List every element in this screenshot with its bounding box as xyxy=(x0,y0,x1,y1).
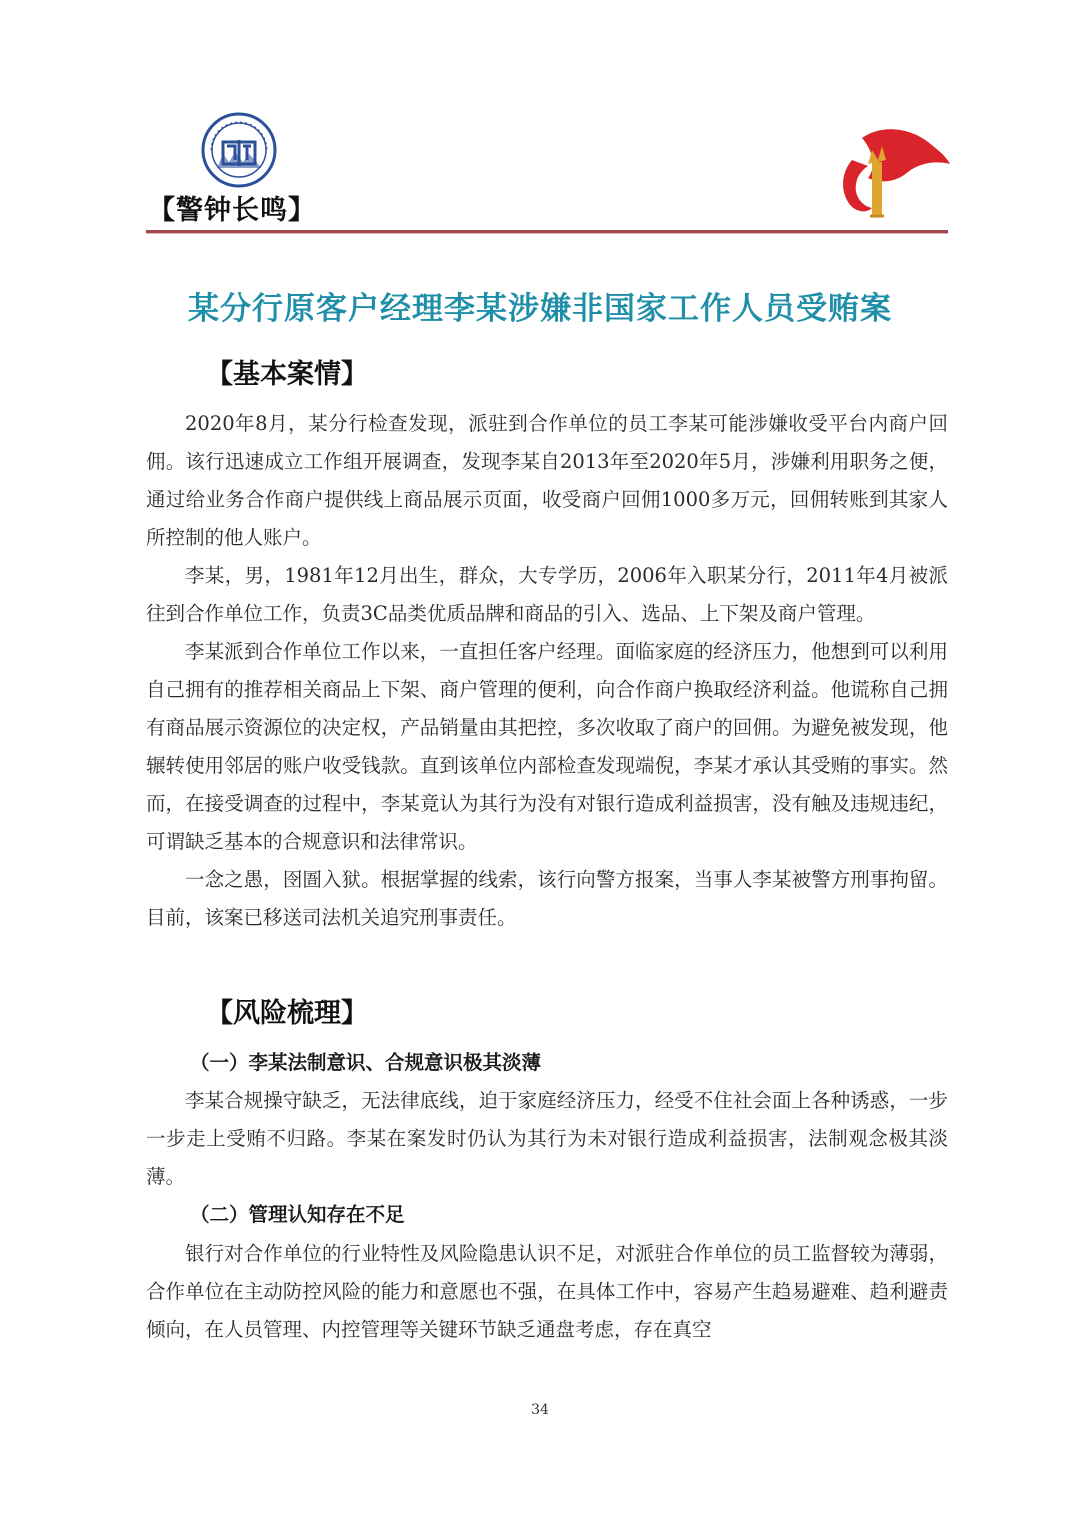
section-heading: 【风险梳理】 xyxy=(206,998,368,1029)
paragraph: 李某派到合作单位工作以来，一直担任客户经理。面临家庭的经济压力，他想到可以利用自己拥有的推荐相关商品上下架、商户管理的便利，向合作商户换取经济利益。他谎称自己拥有商品展示资源位的决定权，产品销量由其把控，多次收取了商户的回佣。为避免被发现，他辗转使用邻居的账户收受钱款。直到该单位内部检查发现端倪，李某才承认其受贿的事实。然而，在接受调查的过程中，李某竟认为其行为没有对银行造成利益损害，没有触及违规违纪，可谓缺乏基本的合规意识和法律常识。 xyxy=(146,640,948,853)
page-title: 某分行原客户经理李某涉嫌非国家工作人员受贿案 xyxy=(188,291,892,327)
risk-body xyxy=(146,1235,948,1349)
party-flag-icon xyxy=(822,120,952,220)
subsection-heading: （二）管理认知存在不足 xyxy=(190,1203,405,1226)
paragraph: 一念之愚，囹圄入狱。根据掌握的线索，该行向警方报案，当事人李某被警方刑事拘留。目前，该案已移送司法机关追究刑事责任。 xyxy=(146,868,948,929)
section-heading: 【基本案情】 xyxy=(206,359,368,390)
risk-body xyxy=(146,1082,948,1196)
paragraph: 李某合规操守缺乏，无法律底线，迫于家庭经济压力，经受不住社会面上各种诱惑，一步一步走上受贿不归路。李某在案发时仍认为其行为未对银行造成利益损害，法制观念极其淡薄。 xyxy=(146,1089,948,1188)
case-body xyxy=(146,405,948,937)
paragraph: 李某，男，1981年12月出生，群众，大专学历，2006年入职某分行，2011年4月被派往到合作单位工作，负责3C品类优质品牌和商品的引入、选品、上下架及商户管理。 xyxy=(146,564,948,625)
page-number: 34 xyxy=(531,1402,549,1418)
paragraph: 银行对合作单位的行业特性及风险隐患认识不足，对派驻合作单位的员工监督较为薄弱，合作单位在主动防控风险的能力和意愿也不强，在具体工作中，容易产生趋易避难、趋利避责倾向，在人员管理、内控管理等关键环节缺乏通盘考虑，存在真空 xyxy=(146,1242,948,1341)
subsection-heading: （一）李某法制意识、合规意识极其淡薄 xyxy=(190,1051,542,1074)
section-tag: 【警钟长鸣】 xyxy=(148,195,316,226)
paragraph: 2020年8月，某分行检查发现，派驻到合作单位的员工李某可能涉嫌收受平台内商户回佣。该行迅速成立工作组开展调查，发现李某自2013年至2020年5月，涉嫌利用职务之便，通过给业务合作商户提供线上商品展示页面，收受商户回佣1000多万元，回佣转账到其家人所控制的他人账户。 xyxy=(146,412,948,549)
header-divider xyxy=(146,230,948,234)
institution-seal-icon xyxy=(199,110,279,190)
